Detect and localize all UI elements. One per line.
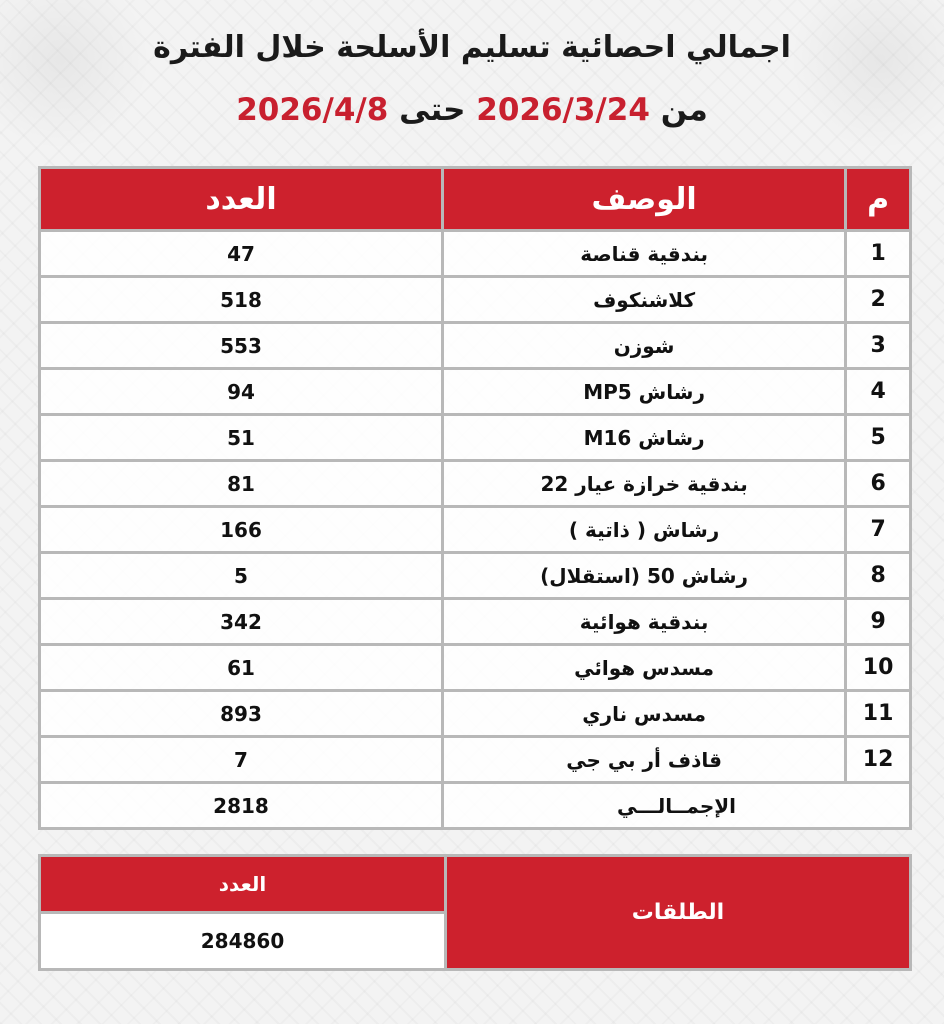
table-row bbox=[40, 415, 911, 461]
row-num: 11 bbox=[846, 691, 911, 737]
row-desc: رشاش 50 (استقلال) bbox=[443, 553, 846, 599]
header-num: م bbox=[846, 168, 911, 231]
table-row bbox=[40, 323, 911, 369]
row-count: 61 bbox=[40, 645, 443, 691]
row-num: 6 bbox=[846, 461, 911, 507]
total-label: الإجمــالـــي bbox=[443, 783, 911, 829]
table-row bbox=[40, 231, 911, 277]
ammo-count-header: العدد bbox=[40, 856, 446, 913]
table-row bbox=[40, 277, 911, 323]
row-count: 166 bbox=[40, 507, 443, 553]
row-num: 1 bbox=[846, 231, 911, 277]
row-count: 7 bbox=[40, 737, 443, 783]
table-row bbox=[40, 507, 911, 553]
ammo-table bbox=[38, 854, 912, 971]
table-row bbox=[40, 369, 911, 415]
row-num: 3 bbox=[846, 323, 911, 369]
row-count: 94 bbox=[40, 369, 443, 415]
table-header-row bbox=[40, 168, 911, 231]
row-desc: قاذف أر بي جي bbox=[443, 737, 846, 783]
page-title: اجمالي احصائية تسليم الأسلحة خلال الفترة bbox=[153, 30, 791, 65]
to-word: حتى bbox=[399, 92, 466, 128]
table-row bbox=[40, 599, 911, 645]
table-row bbox=[40, 645, 911, 691]
row-count: 51 bbox=[40, 415, 443, 461]
from-date: 2026/3/24 bbox=[476, 92, 650, 128]
table-row bbox=[40, 553, 911, 599]
row-desc: رشاش M16 bbox=[443, 415, 846, 461]
from-word: من bbox=[660, 92, 708, 128]
row-num: 7 bbox=[846, 507, 911, 553]
row-num: 9 bbox=[846, 599, 911, 645]
total-row bbox=[40, 783, 911, 829]
row-count: 5 bbox=[40, 553, 443, 599]
row-num: 12 bbox=[846, 737, 911, 783]
row-num: 8 bbox=[846, 553, 911, 599]
row-desc: شوزن bbox=[443, 323, 846, 369]
to-date: 2026/4/8 bbox=[236, 92, 389, 128]
header-count: العدد bbox=[40, 168, 443, 231]
row-num: 2 bbox=[846, 277, 911, 323]
table-row bbox=[40, 737, 911, 783]
total-value: 2818 bbox=[40, 783, 443, 829]
row-count: 893 bbox=[40, 691, 443, 737]
row-desc: كلاشنكوف bbox=[443, 277, 846, 323]
row-count: 342 bbox=[40, 599, 443, 645]
row-desc: بندقية قناصة bbox=[443, 231, 846, 277]
weapons-table bbox=[38, 166, 912, 830]
row-desc: رشاش MP5 bbox=[443, 369, 846, 415]
row-count: 47 bbox=[40, 231, 443, 277]
ammo-label: الطلقات bbox=[446, 856, 911, 970]
row-desc: رشاش ( ذاتية ) bbox=[443, 507, 846, 553]
row-num: 5 bbox=[846, 415, 911, 461]
table-row bbox=[40, 691, 911, 737]
table-row bbox=[40, 461, 911, 507]
row-count: 553 bbox=[40, 323, 443, 369]
row-count: 518 bbox=[40, 277, 443, 323]
row-desc: بندقية خرازة عيار 22 bbox=[443, 461, 846, 507]
row-desc: مسدس ناري bbox=[443, 691, 846, 737]
row-desc: بندقية هوائية bbox=[443, 599, 846, 645]
row-num: 10 bbox=[846, 645, 911, 691]
row-num: 4 bbox=[846, 369, 911, 415]
header-desc: الوصف bbox=[443, 168, 846, 231]
row-desc: مسدس هوائي bbox=[443, 645, 846, 691]
ammo-count-value: 284860 bbox=[40, 913, 446, 970]
date-range bbox=[0, 92, 944, 128]
row-count: 81 bbox=[40, 461, 443, 507]
